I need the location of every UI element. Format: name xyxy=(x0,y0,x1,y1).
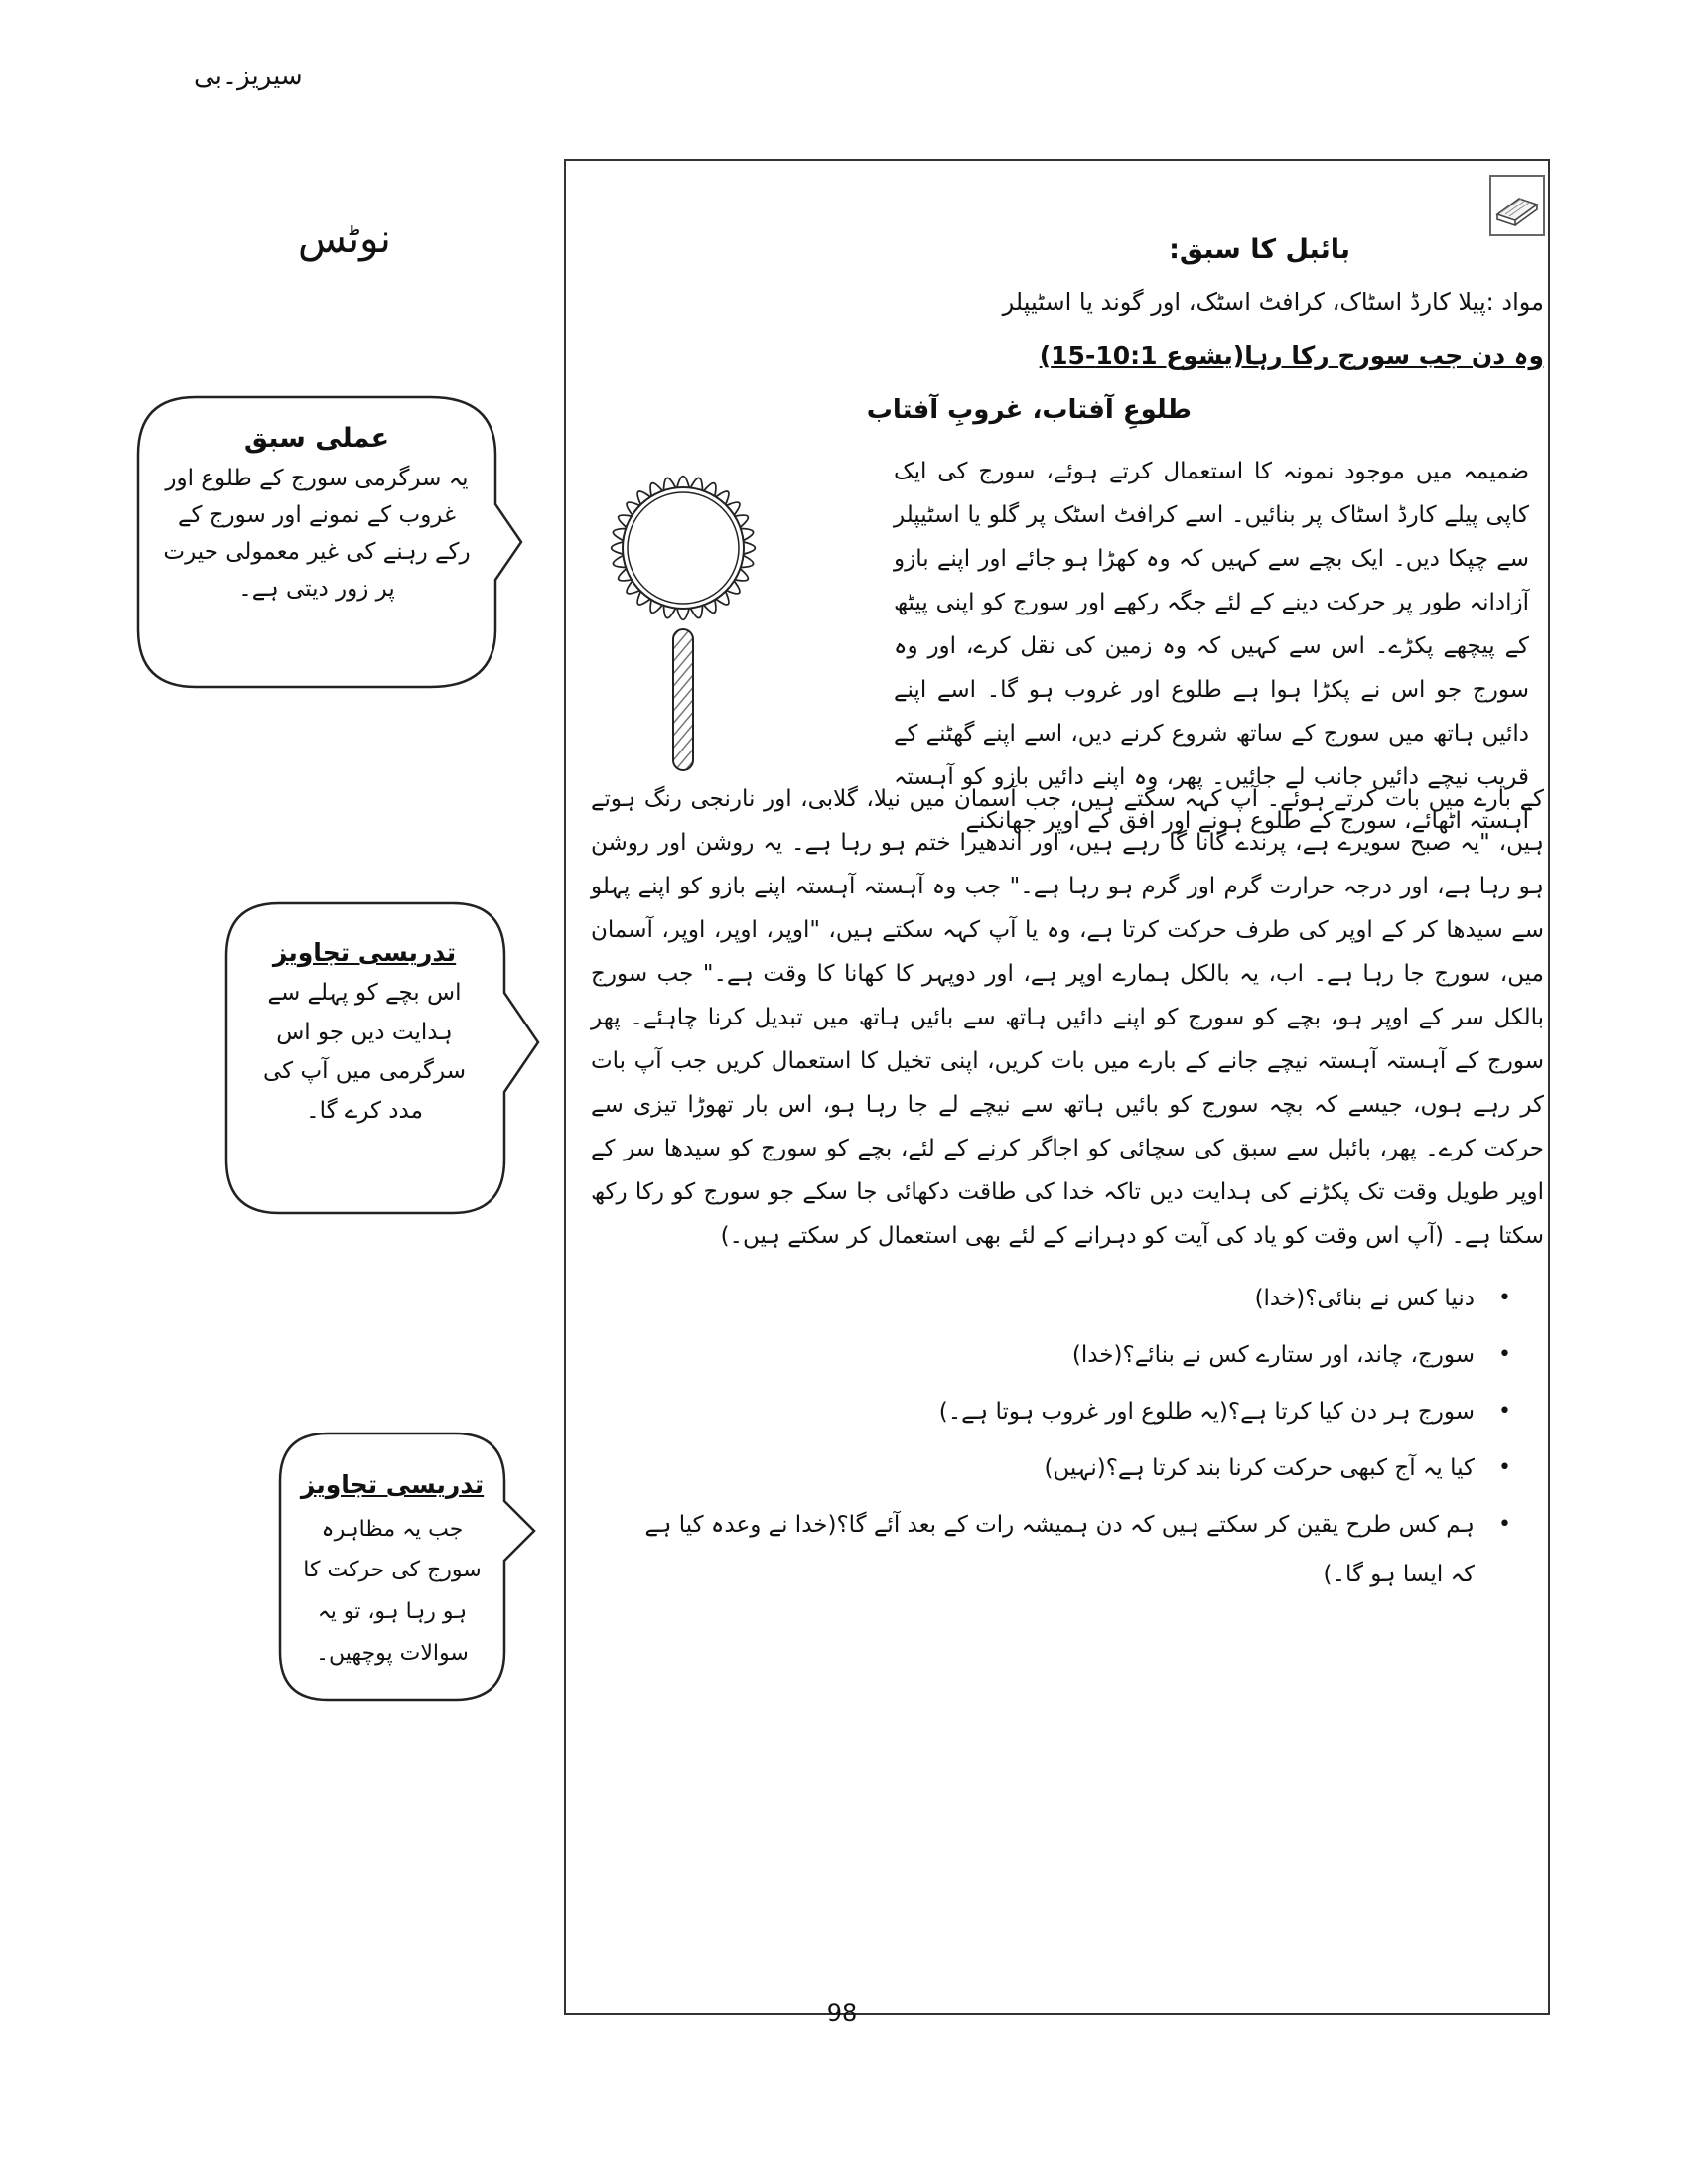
teaching-tip-heading-2: تدریسی تجاویز xyxy=(300,1470,485,1499)
instructions-paragraph-2: کے بارے میں بات کرتے ہوئے۔ آپ کہہ سکتے ہیں، جب آسمان میں نیلا، گلابی، اور نارنجی رنگ ہوتے ہیں، "یہ صبح سویرے ہے، پرندے گانا گا رہے ہیں، اور اندھیرا ختم ہو رہا ہے۔ یہ روشن اور روشن ہو رہا ہے، اور درجہ حرارت گرم اور گرم ہو رہا ہے۔" جب وہ آہستہ آہستہ اپنے بازو کو اپنے پہلو سے سیدھا کر کے اوپر کی طرف حرکت کرتا ہے، وہ یا آپ کہہ سکتے ہیں، "اوپر، اوپر، اوپر، آسمان میں، سورج جا رہا ہے۔ اب، یہ بالکل ہمارے اوپر ہے، اور دوپہر کا کھانا کا وقت ہے۔" جب سورج بالکل سر کے اوپر ہو، بچے کو سورج کو اپنے دائیں ہاتھ سے بائیں ہاتھ میں تبدیل کرنا چاہئے۔ پھر سورج کے آہستہ آہستہ نیچے جانے کے بارے میں بات کریں، اپنی تخیل کا استعمال کریں جب آپ بات کر رہے ہوں، جیسے کہ بچہ سورج کو بائیں ہاتھ سے نیچے لے جا رہا ہو، اس بار تھوڑا تیزی سے حرکت کرے۔ پھر، بائبل سے سبق کی سچائی کو اجاگر کرنے کے لئے، بچے کو سورج کو سیدھا سر کے اوپر طویل وقت تک پکڑنے کی ہدایت دیں تاکہ خدا کی طاقت دکھائی جا سکے جو سورج کو رکا رکھ سکتا ہے۔ (آپ اس وقت کو یاد کی آیت کو دہرانے کے لئے بھی استعمال کر سکتے ہیں۔) xyxy=(591,786,1544,1249)
list-item xyxy=(635,1387,1529,1443)
teaching-tip-heading-1: تدریسی تجاویز xyxy=(272,938,457,967)
book-icon xyxy=(1489,175,1545,236)
teaching-tip-callout-1 xyxy=(224,901,542,1215)
list-item xyxy=(635,1443,1529,1500)
list-item xyxy=(635,1330,1529,1387)
page-number: 98 xyxy=(826,1999,858,2027)
series-label: سیریز۔بی xyxy=(194,62,303,91)
sun-ray xyxy=(744,542,756,554)
lesson-title: بائبل کا سبق: xyxy=(1169,234,1350,265)
practical-lesson-body: یہ سرگرمی سورج کے طلوع اور غروب کے نمونے اور سورج کے رکے رہنے کی غیر معمولی حیرت پر زور دیتی ہے۔ xyxy=(163,465,471,603)
practical-lesson-heading: عملی سبق xyxy=(243,423,390,454)
sun-on-stick-illustration xyxy=(594,459,773,776)
bullet-icon: • xyxy=(1498,1399,1511,1424)
question-text: دنیا کس نے بنائی؟(خدا) xyxy=(1254,1286,1475,1311)
question-text: کیا یہ آج کبھی حرکت کرنا بند کرتا ہے؟(نہیں) xyxy=(1044,1455,1475,1481)
teaching-tip-body-2: جب یہ مظاہرہ سورج کی حرکت کا ہو رہا ہو، تو یہ سوالات پوچھیں۔ xyxy=(303,1516,482,1666)
bullet-icon: • xyxy=(1498,1286,1511,1310)
question-text: ہم کس طرح یقین کر سکتے ہیں کہ دن ہمیشہ رات کے بعد آئے گا؟(خدا نے وعدہ کیا ہے کہ ایسا ہو گا۔) xyxy=(644,1512,1475,1587)
sun-ray xyxy=(677,477,689,488)
sun-ray xyxy=(677,609,689,620)
question-text: سورج ہر دن کیا کرتا ہے؟(یہ طلوع اور غروب ہوتا ہے۔) xyxy=(938,1399,1475,1425)
materials-line: مواد :پیلا کارڈ اسٹاک، کرافٹ اسٹک، اور گوند یا اسٹیپلر xyxy=(1002,288,1544,316)
craft-stick xyxy=(673,629,693,770)
list-item xyxy=(635,1274,1529,1330)
practical-lesson-callout xyxy=(136,395,523,689)
teaching-tip-callout-2 xyxy=(278,1432,536,1702)
list-item xyxy=(635,1500,1529,1587)
question-text: سورج، چاند، اور ستارے کس نے بنائے؟(خدا) xyxy=(1071,1342,1475,1368)
story-title: وہ دن جب سورج رکا رہا(یشوع 10:1-15) xyxy=(1039,341,1544,370)
question-list xyxy=(635,1274,1529,1587)
bullet-icon: • xyxy=(1498,1512,1511,1537)
teaching-tip-body-1: اس بچے کو پہلے سے ہدایت دیں جو اس سرگرمی میں آپ کی مدد کرے گا۔ xyxy=(263,980,466,1124)
section-heading: طلوعِ آفتاب، غروبِ آفتاب xyxy=(866,395,1192,425)
sun-ray xyxy=(612,542,624,554)
notes-title: نوٹس xyxy=(298,216,391,262)
instructions-paragraph-1: ضمیمہ میں موجود نمونہ کا استعمال کرتے ہوئے، سورج کی ایک کاپی پیلے کارڈ اسٹاک پر بنائیں۔ اسے کرافٹ اسٹک پر گلو یا اسٹیپلر سے چپکا دیں۔ ایک بچے سے کہیں کہ وہ کھڑا ہو جائے اور اپنے بازو آزادانہ طور پر حرکت دینے کے لئے جگہ رکھے اور سورج کو اپنی پیٹھ کے پیچھے پکڑے۔ اس سے کہیں کہ وہ زمین کی نقل کرے، اور وہ سورج جو اس نے پکڑا ہوا ہے طلوع اور غروب ہو گا۔ اسے اپنے دائیں ہاتھ میں سورج کے ساتھ شروع کرنے دیں، اسے اپنے گھٹنے کے قریب نیچے دائیں جانب لے جائیں۔ پھر، وہ اپنے دائیں بازو کو آہستہ آہستہ اٹھائے، سورج کے طلوع ہونے اور افق کے اوپر جھانکنے xyxy=(894,459,1529,834)
bullet-icon: • xyxy=(1498,1342,1511,1367)
bullet-icon: • xyxy=(1498,1455,1511,1480)
